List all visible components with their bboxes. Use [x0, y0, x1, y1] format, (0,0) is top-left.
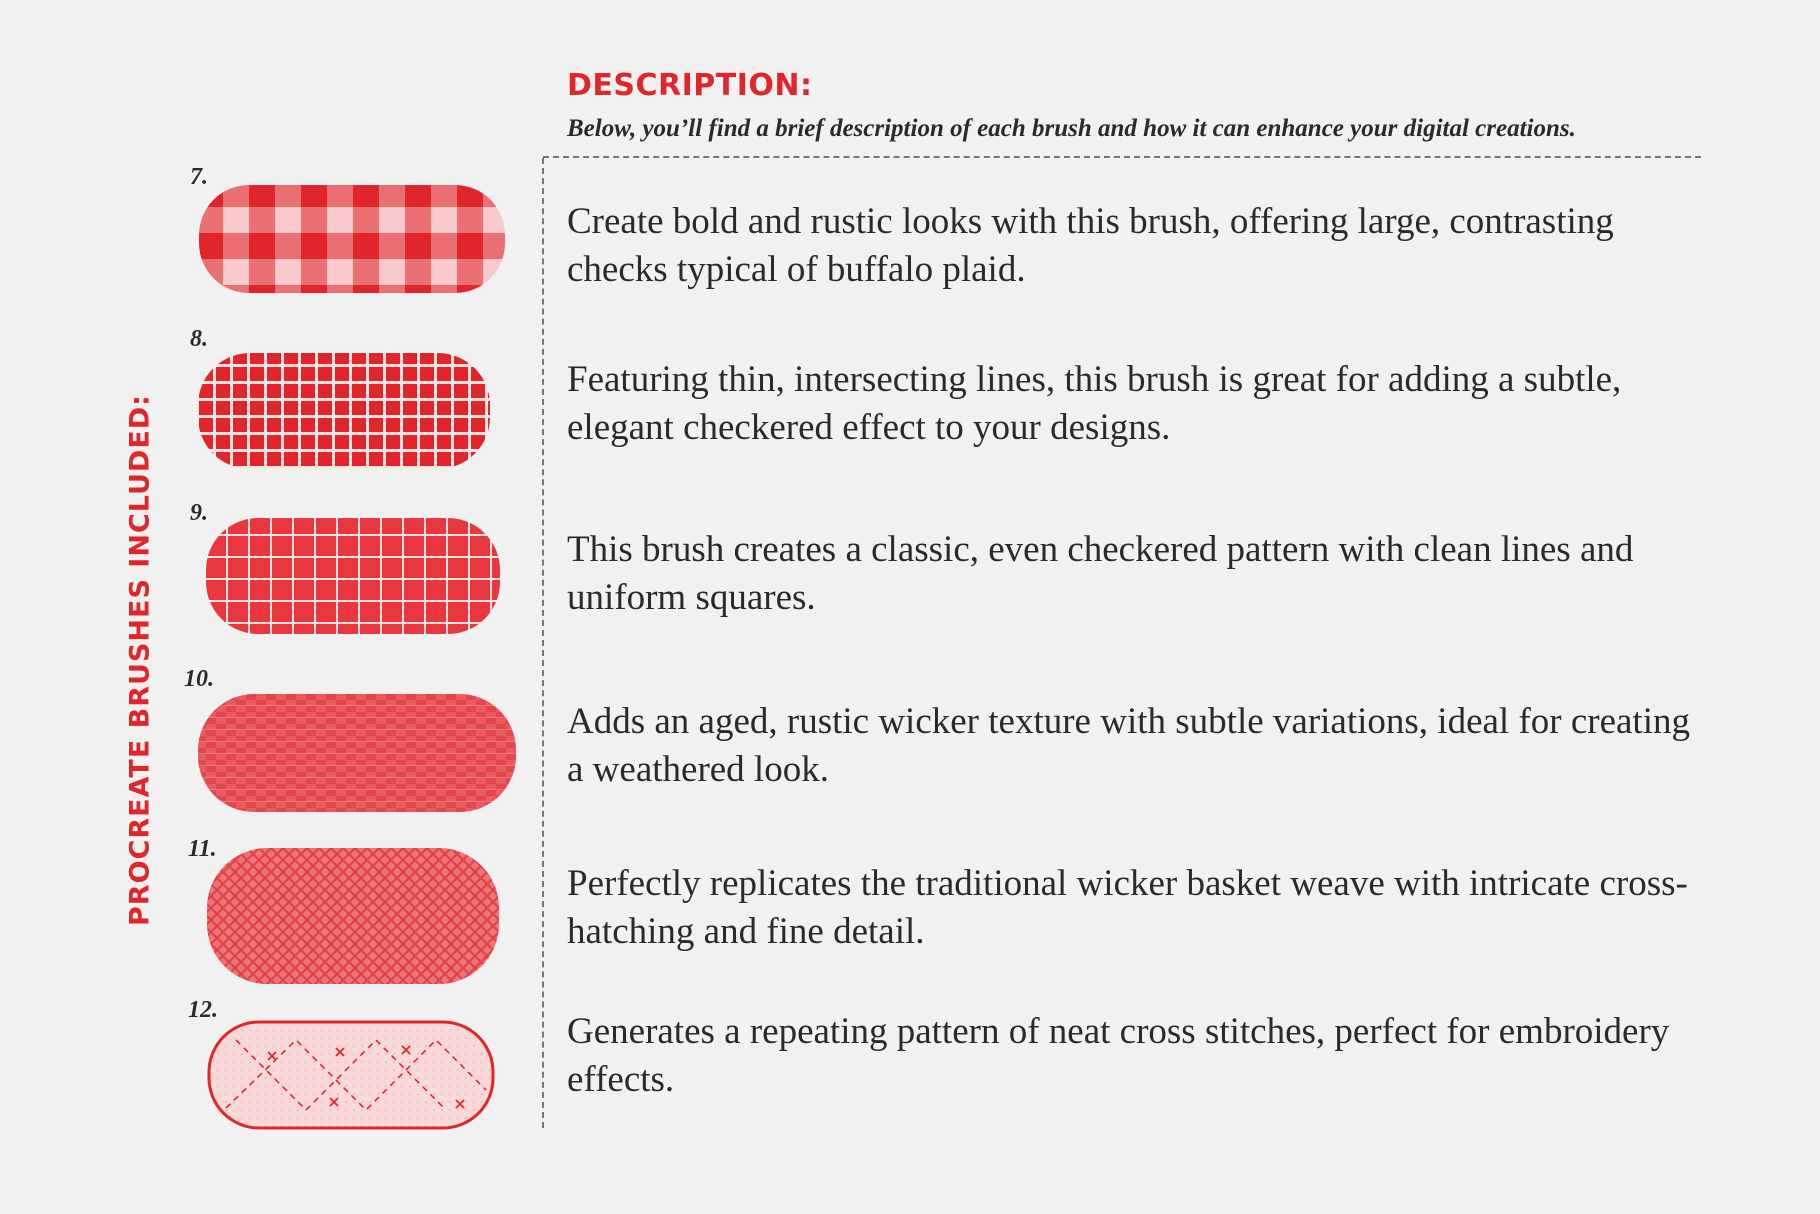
vertical-divider — [542, 158, 544, 1128]
horizontal-divider — [543, 156, 1701, 158]
brush-swatch-cross-stitch — [206, 1018, 496, 1132]
brush-number-12: 12. — [188, 997, 218, 1023]
brush-number-7: 7. — [190, 164, 208, 190]
brush-swatch-basket-weave — [205, 842, 501, 990]
brush-description-10: Adds an aged, rustic wicker texture with subtle variations, ideal for creating a weathered look. — [567, 701, 1690, 790]
brush-number-10: 10. — [184, 666, 214, 692]
brush-description-11: Perfectly replicates the traditional wicker basket weave with intricate cross-hatching and fine detail. — [567, 863, 1688, 952]
brush-swatch-thin-check — [196, 347, 492, 475]
side-title: PROCREATE BRUSHES INCLUDED: — [124, 394, 156, 926]
brush-description-8: Featuring thin, intersecting lines, this brush is great for adding a subtle, elegant checkered effect to your designs. — [567, 359, 1622, 448]
brush-number-9: 9. — [190, 500, 208, 526]
brush-swatch-wicker-texture — [196, 688, 518, 818]
brush-number-8: 8. — [190, 326, 208, 352]
brush-description-12: Generates a repeating pattern of neat cross stitches, perfect for embroidery effects. — [567, 1011, 1670, 1100]
brush-swatch-buffalo-plaid — [197, 181, 507, 297]
brush-description-9: This brush creates a classic, even checkered pattern with clean lines and uniform squares. — [567, 529, 1634, 618]
brush-description-7: Create bold and rustic looks with this brush, offering large, contrasting checks typical of buffalo plaid. — [567, 201, 1614, 290]
brush-swatch-grid-check — [204, 512, 502, 640]
description-subtitle: Below, you’ll find a brief description of each brush and how it can enhance your digital creations. — [567, 115, 1576, 142]
description-heading: DESCRIPTION: — [567, 68, 813, 103]
brush-number-11: 11. — [188, 836, 217, 862]
